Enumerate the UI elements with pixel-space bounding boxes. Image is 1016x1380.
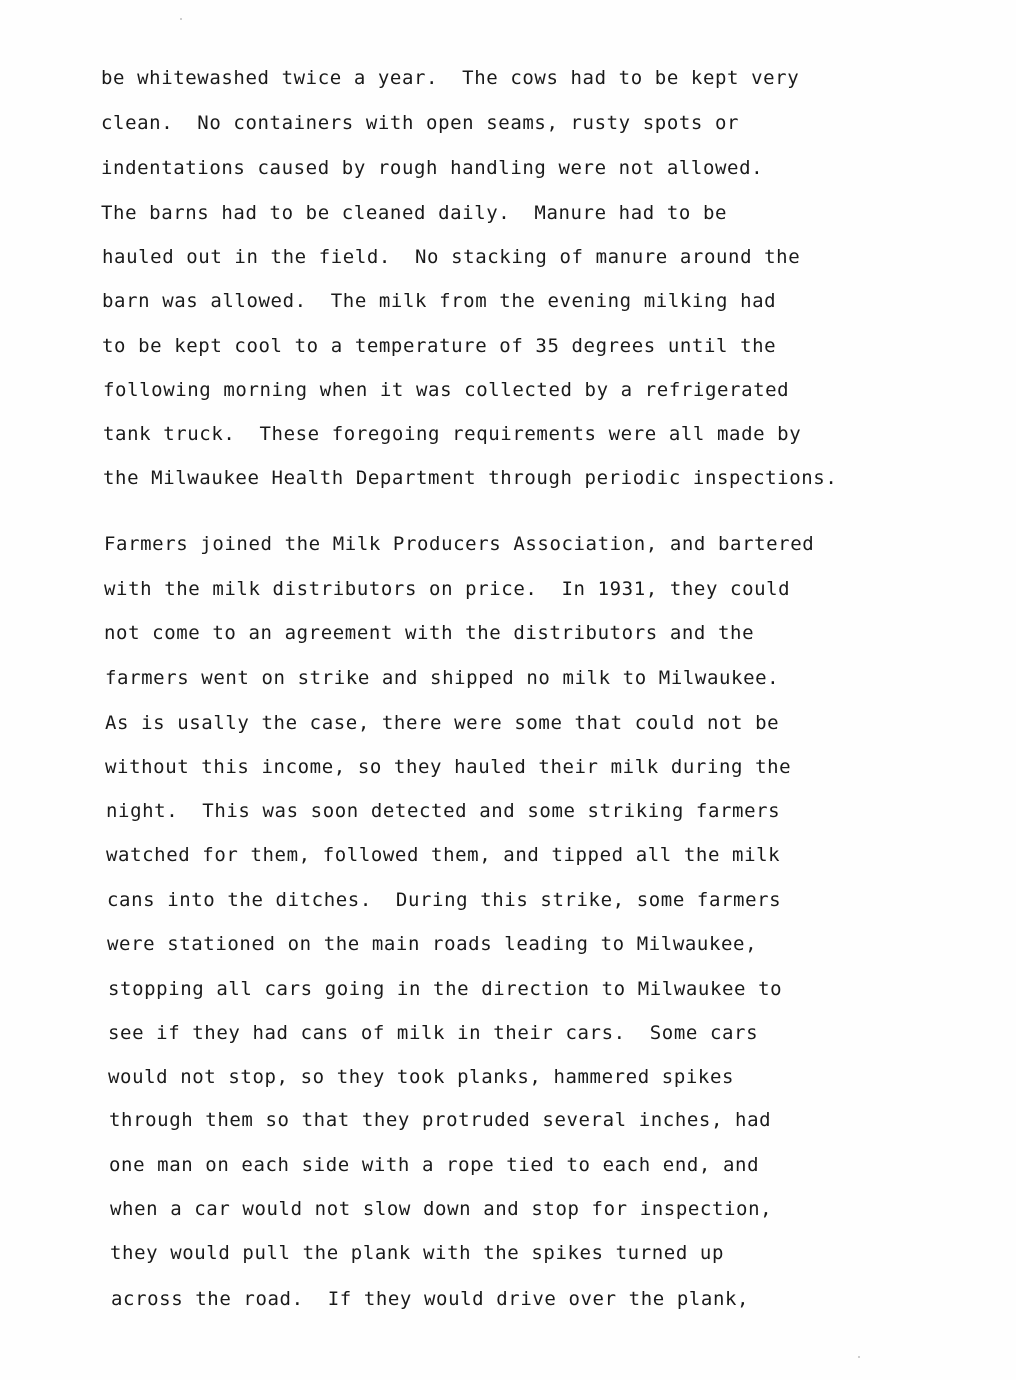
- text-line: As is usally the case, there were some that could not be: [105, 712, 780, 734]
- text-line: through them so that they protruded several inches, had: [109, 1109, 772, 1131]
- text-line: farmers went on strike and shipped no milk to Milwaukee.: [105, 667, 780, 689]
- text-line: indentations caused by rough handling were not allowed.: [101, 157, 764, 179]
- text-line: barn was allowed. The milk from the evening milking had: [102, 290, 777, 312]
- text-line: be whitewashed twice a year. The cows had to be kept very: [101, 67, 800, 89]
- paper-speck: [180, 18, 182, 20]
- paper-speck: [858, 1356, 860, 1358]
- text-line: the Milwaukee Health Department through periodic inspections.: [103, 467, 838, 489]
- text-line: with the milk distributors on price. In 1931, they could: [104, 578, 791, 600]
- text-line: watched for them, followed them, and tipped all the milk: [106, 844, 781, 866]
- text-line: when a car would not slow down and stop for inspection,: [110, 1198, 773, 1220]
- text-line: following morning when it was collected by a refrigerated: [103, 379, 790, 401]
- text-line: they would pull the plank with the spikes turned up: [110, 1242, 724, 1264]
- text-line: stopping all cars going in the direction to Milwaukee to: [108, 978, 783, 1000]
- text-line: were stationed on the main roads leading to Milwaukee,: [107, 933, 758, 955]
- text-line: clean. No containers with open seams, rusty spots or: [101, 112, 740, 134]
- text-line: to be kept cool to a temperature of 35 degrees until the: [102, 335, 777, 357]
- text-line: not come to an agreement with the distributors and the: [104, 622, 755, 644]
- text-line: without this income, so they hauled their milk during the: [105, 756, 792, 778]
- text-line: see if they had cans of milk in their cars. Some cars: [108, 1022, 759, 1044]
- text-line: The barns had to be cleaned daily. Manure had to be: [101, 202, 728, 224]
- text-line: one man on each side with a rope tied to each end, and: [109, 1154, 760, 1176]
- text-line: hauled out in the field. No stacking of manure around the: [102, 246, 801, 268]
- text-line: would not stop, so they took planks, hammered spikes: [108, 1066, 735, 1088]
- text-line: night. This was soon detected and some striking farmers: [106, 800, 781, 822]
- text-line: across the road. If they would drive over the plank,: [111, 1288, 750, 1310]
- text-line: cans into the ditches. During this strike, some farmers: [107, 889, 782, 911]
- text-line: tank truck. These foregoing requirements were all made by: [103, 423, 802, 445]
- text-line: Farmers joined the Milk Producers Association, and bartered: [104, 533, 815, 555]
